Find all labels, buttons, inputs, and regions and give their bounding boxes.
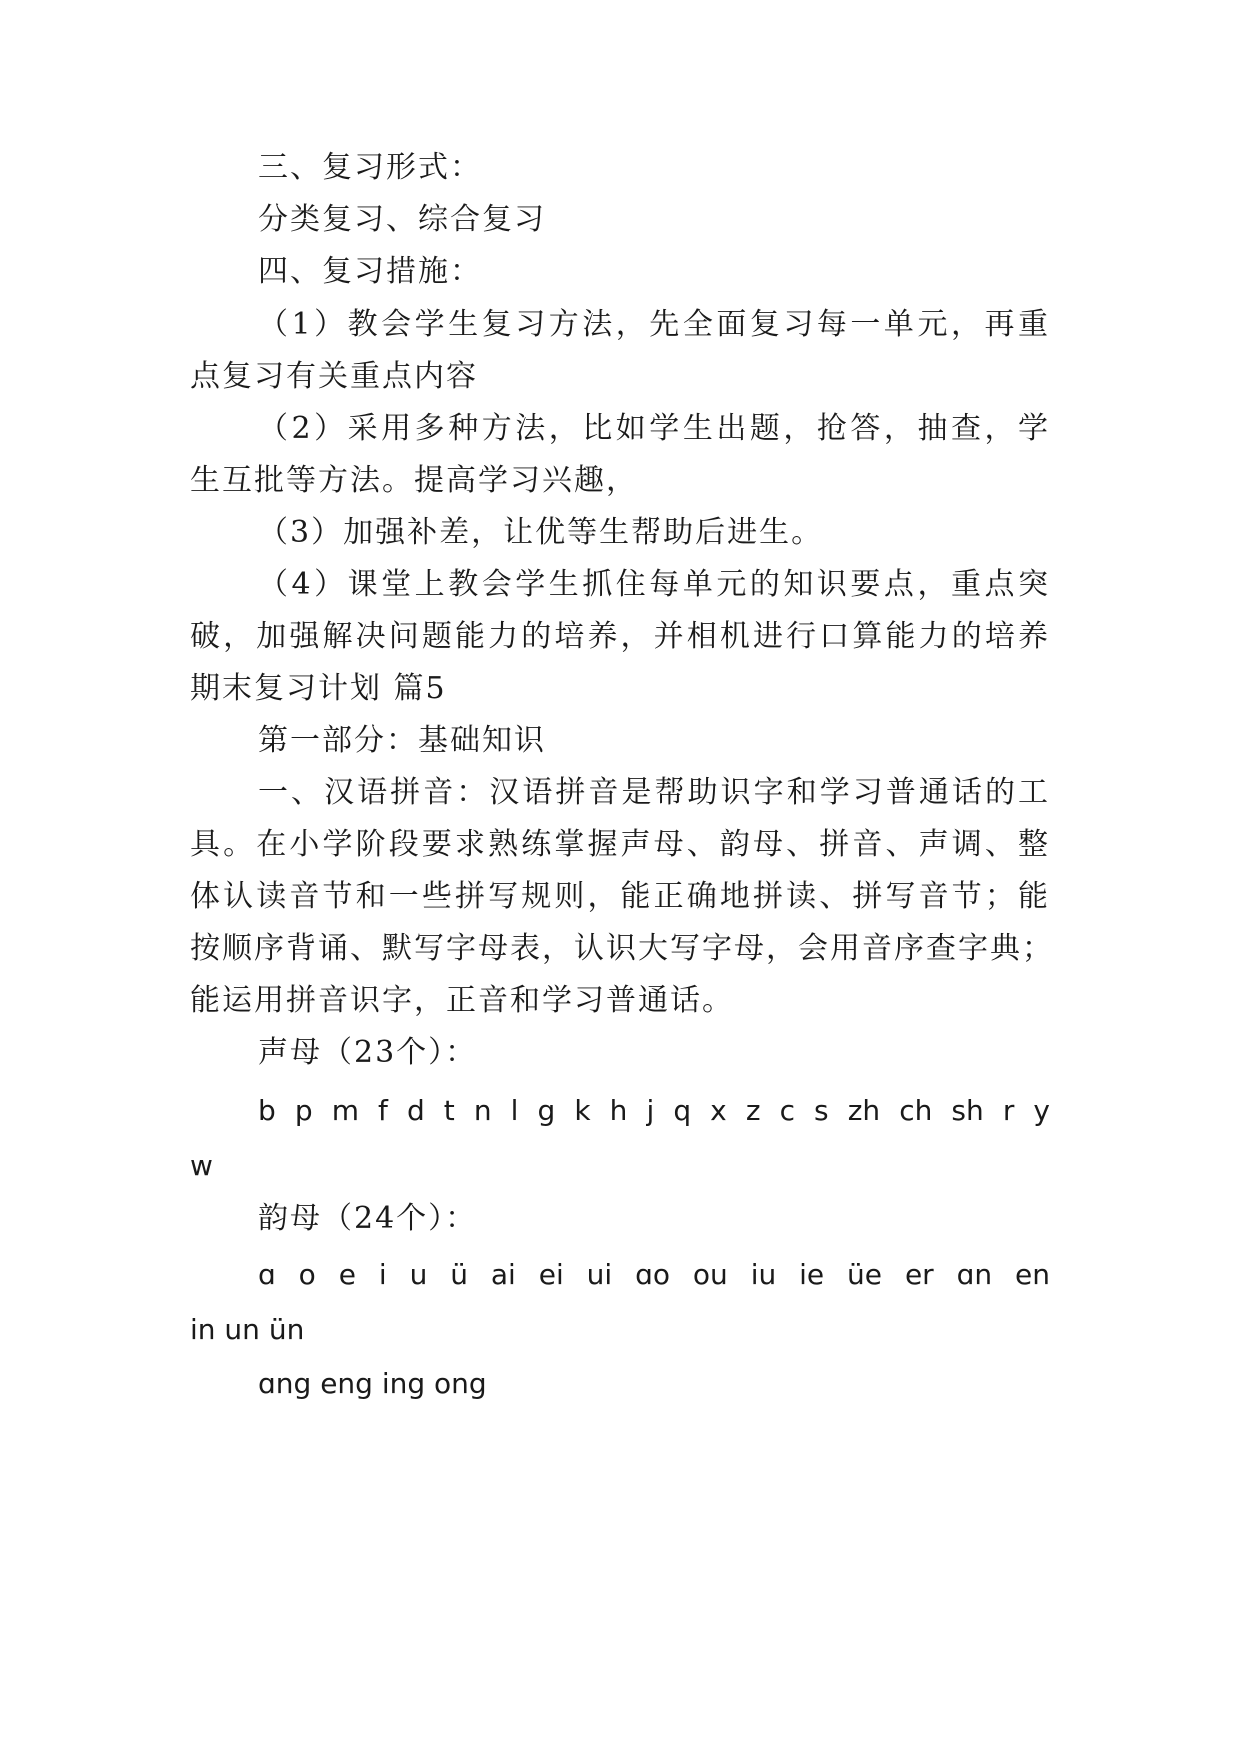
measure-4-line-2: 破，加强解决问题能力的培养，并相机进行口算能力的培养 [190,619,1050,654]
finals-list-line-2: in un ün [190,1313,305,1346]
measure-1-line-1: （1）教会学生复习方法，先全面复习每一单元，再重 [258,307,1050,342]
part-one-heading: 第一部分：基础知识 [258,723,546,758]
initials-heading: 声母（23个）： [258,1035,478,1070]
heading-review-measures: 四、复习措施： [258,254,482,289]
measure-1-line-2: 点复习有关重点内容 [190,359,478,394]
pinyin-paragraph-line-5: 能运用拼音识字，正音和学习普通话。 [190,983,734,1018]
pinyin-paragraph-line-3: 体认读音节和一些拼写规则，能正确地拼读、拼写音节；能 [190,879,1050,914]
paragraph-review-form-content: 分类复习、综合复习 [258,202,546,237]
measure-4-line-1: （4）课堂上教会学生抓住每单元的知识要点，重点突 [258,567,1050,602]
finals-list-line-3: ɑng eng ing ong [258,1367,487,1400]
section-title: 期末复习计划 篇5 [190,671,447,706]
measure-3: （3）加强补差，让优等生帮助后进生。 [258,515,824,550]
finals-heading: 韵母（24个）： [258,1201,478,1236]
measure-2-line-1: （2）采用多种方法，比如学生出题，抢答，抽查，学 [258,411,1050,446]
pinyin-paragraph-line-1: 一、汉语拼音：汉语拼音是帮助识字和学习普通话的工 [258,775,1050,810]
pinyin-paragraph-line-4: 按顺序背诵、默写字母表，认识大写字母，会用音序查字典； [190,931,1054,966]
pinyin-paragraph-line-2: 具。在小学阶段要求熟练掌握声母、韵母、拼音、声调、整 [190,827,1050,862]
finals-list-line-1: ɑ o e i u ü ai ei ui ɑo ou iu ie üe er ɑn en [258,1258,1050,1291]
initials-list-line-2: w [190,1149,213,1182]
measure-2-line-2: 生互批等方法。提高学习兴趣， [190,463,638,498]
initials-list-line-1: b p m f d t n l g k h j q x z c s zh ch sh r y [258,1094,1050,1127]
heading-review-form: 三、复习形式： [258,150,482,185]
